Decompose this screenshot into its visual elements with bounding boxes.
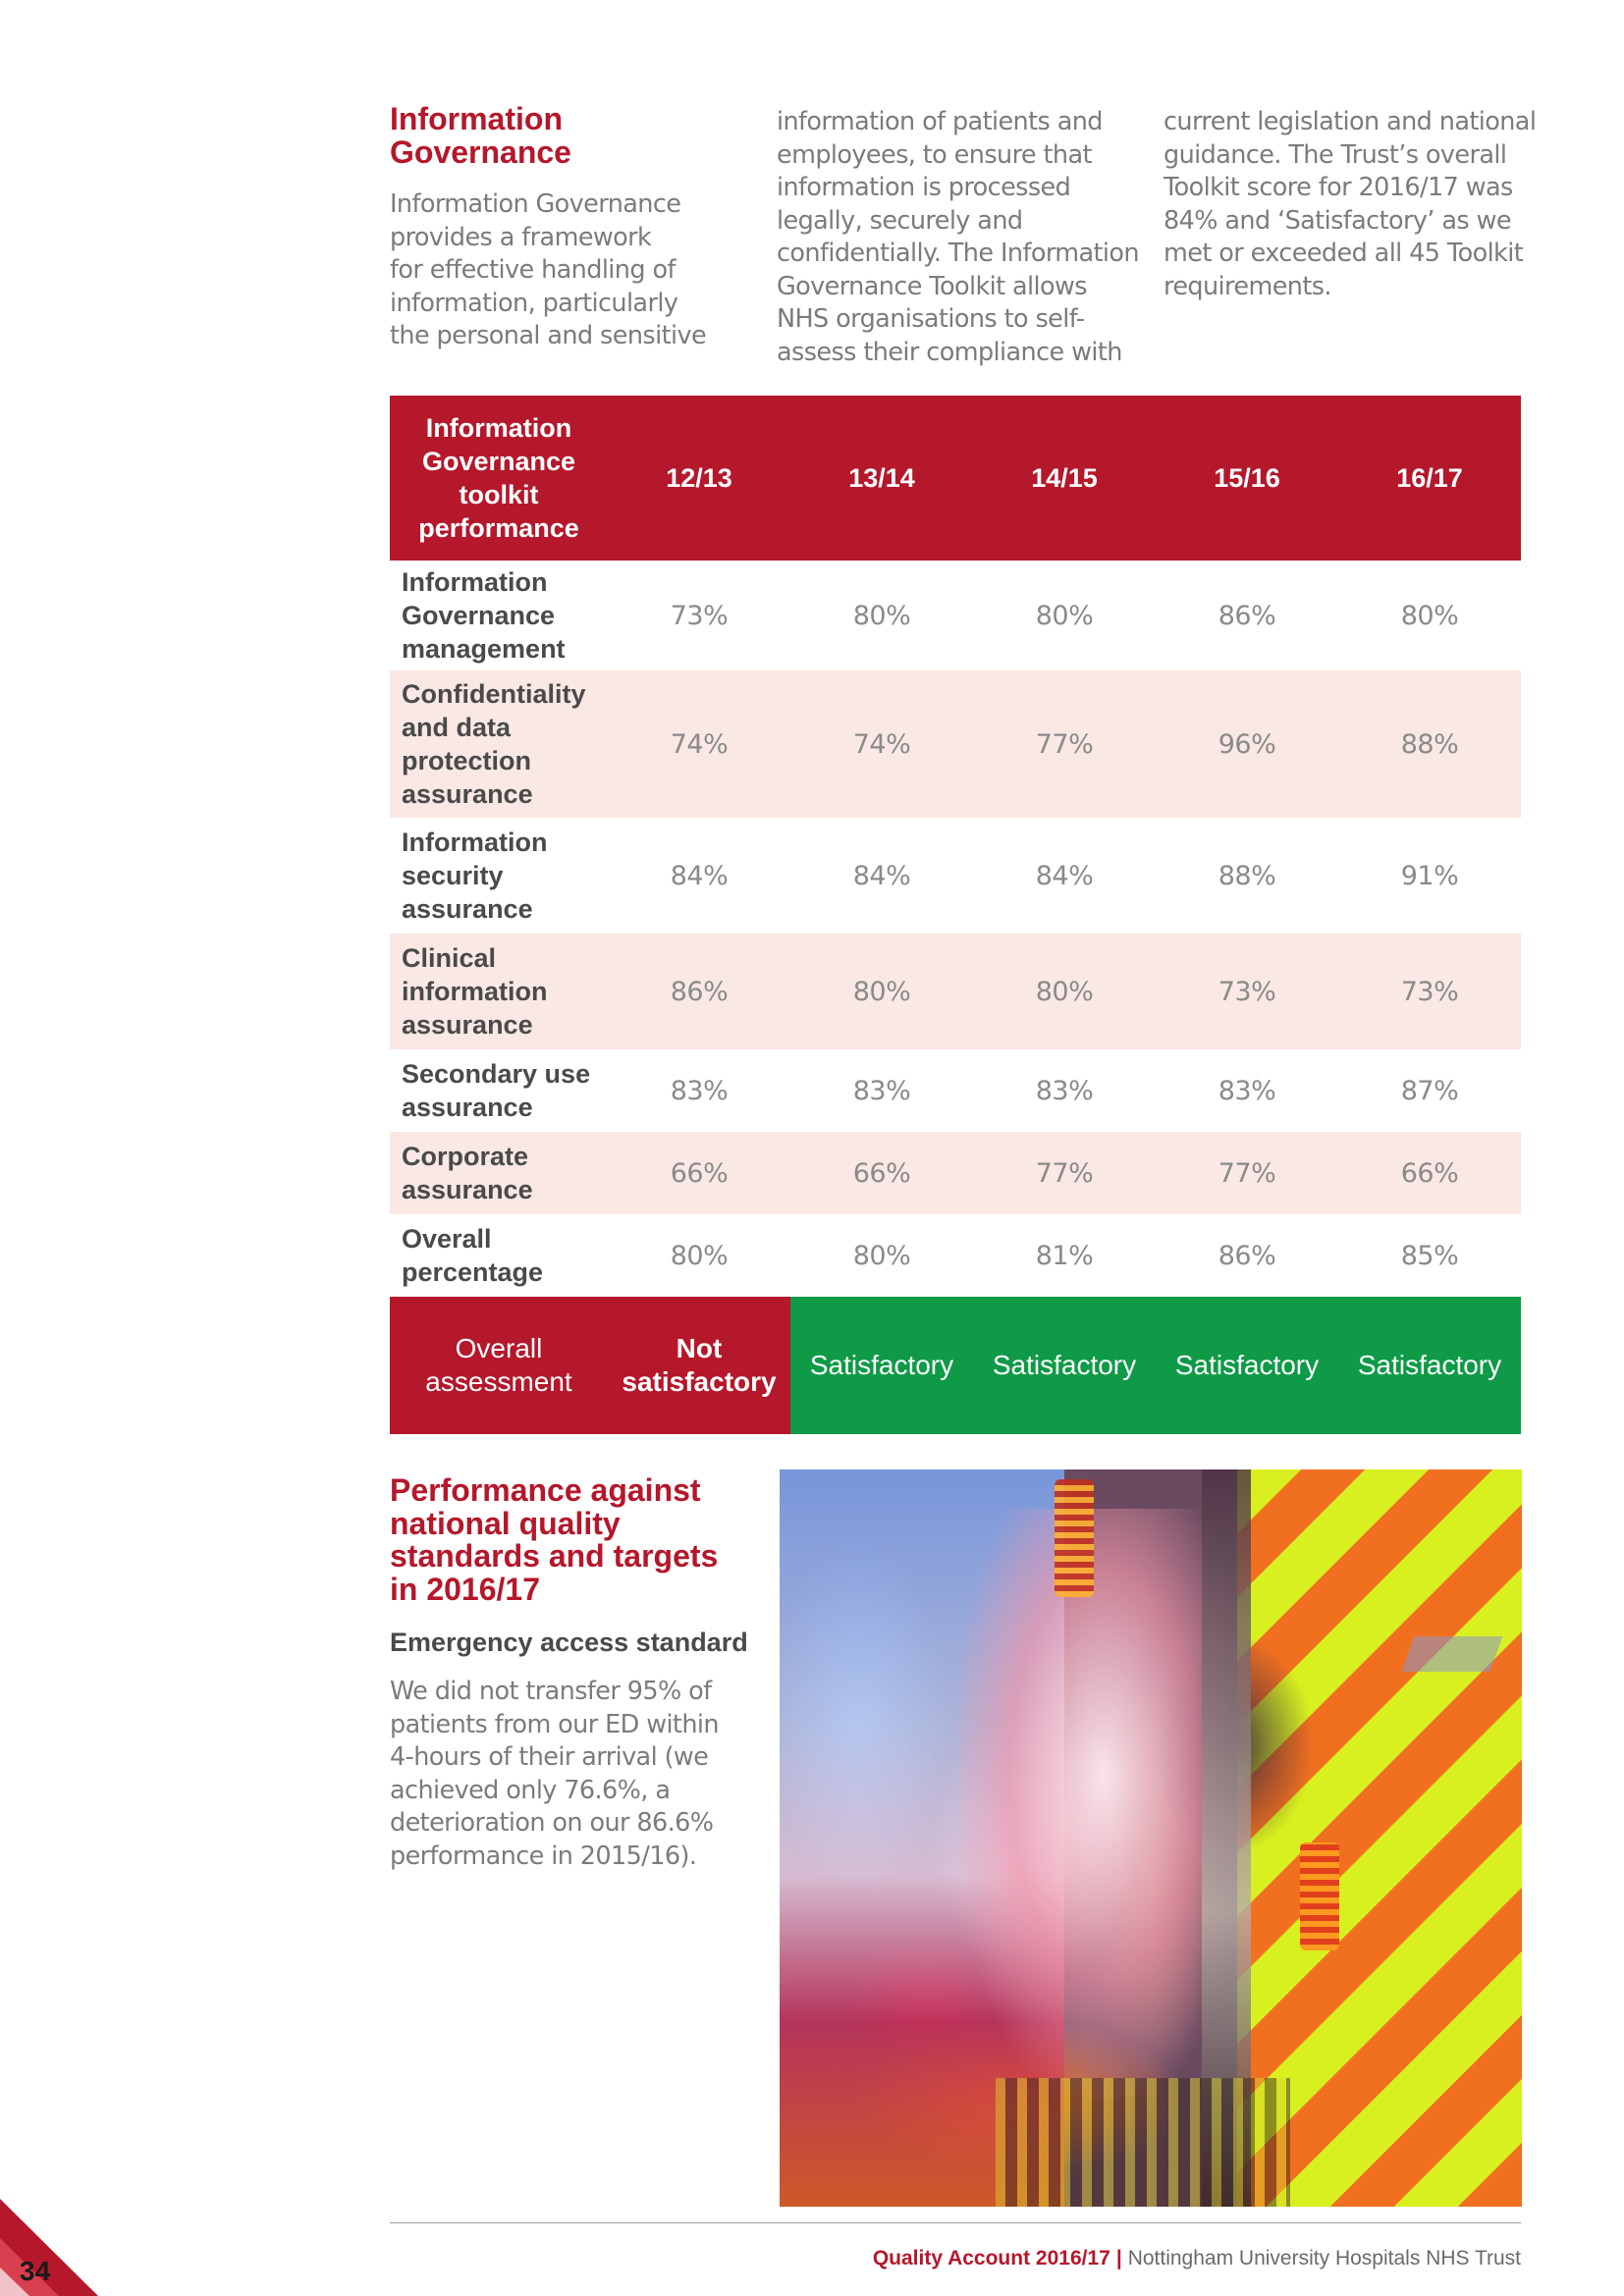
row-label-cell [390, 826, 608, 926]
photo-light-amber-top [1055, 1479, 1094, 1597]
cell-line: Not [676, 1333, 723, 1363]
table-row [390, 934, 1521, 1049]
value-cell: 77% [1035, 1157, 1094, 1189]
assessment-status-cell [1156, 1297, 1338, 1434]
value-cell: 77% [1218, 1157, 1276, 1189]
ig-toolkit-performance-table [390, 396, 1521, 1434]
value-cell: 66% [1400, 1157, 1459, 1189]
intro-text-line: current legislation and national [1164, 107, 1537, 136]
value-cell: 73% [1400, 976, 1459, 1007]
intro-text-line: Information Governance [390, 189, 681, 219]
cell-line: Secondary use [402, 1059, 591, 1089]
cell-line: assurance [402, 1093, 533, 1122]
cell-line: Confidentiality [402, 679, 586, 709]
cell-line: Clinical [402, 943, 497, 973]
emergency-access-body [390, 1676, 763, 1873]
cell-line: satisfactory [622, 1366, 777, 1397]
cell-line: protection [402, 746, 531, 775]
value-cell: 86% [1218, 600, 1276, 631]
row-label-cell [390, 1222, 608, 1289]
intro-text-line: 84% and ‘Satisfactory’ as we [1164, 205, 1511, 236]
cell-line: performance [418, 513, 579, 543]
value-cell: 66% [852, 1157, 911, 1189]
value-cell: 87% [1400, 1075, 1459, 1106]
row-label-cell [390, 677, 608, 811]
cell-line: Overall [402, 1224, 492, 1254]
cell-line: Governance [402, 601, 556, 630]
assessment-status-cell [790, 1297, 973, 1434]
value-cell: 73% [1218, 976, 1276, 1007]
cell-line: Information [402, 828, 548, 857]
header-year-cell: 14/15 [1031, 462, 1098, 493]
value-cell: 66% [670, 1157, 729, 1189]
table-row [390, 1132, 1521, 1214]
section-title-performance [390, 1474, 763, 1606]
intro-text-line: Governance Toolkit allows [777, 271, 1087, 301]
intro-text-line: assess their compliance with [777, 337, 1122, 367]
title-line: standards and targets [390, 1538, 719, 1574]
assessment-label-cell [390, 1297, 608, 1434]
value-cell: 83% [670, 1075, 729, 1106]
value-cell: 86% [1218, 1240, 1276, 1271]
footer-publication: Quality Account 2016/17 [872, 2247, 1110, 2269]
title-line: Performance against [390, 1472, 701, 1508]
assessment-status-cell [608, 1297, 790, 1434]
value-cell: 88% [1218, 860, 1276, 891]
value-cell: 74% [852, 728, 911, 760]
value-cell: 80% [1035, 600, 1094, 631]
title-line: Governance [390, 134, 571, 170]
assessment-status-cell [1338, 1297, 1521, 1434]
title-line: national quality [390, 1505, 621, 1541]
body-text-line: achieved only 76.6%, a [390, 1775, 671, 1805]
intro-text-line: met or exceeded all 45 Toolkit [1164, 239, 1524, 268]
cell-line: security [402, 861, 504, 890]
cell-line: assurance [402, 894, 533, 924]
intro-text-line: legally, securely and [777, 205, 1023, 236]
value-cell: 80% [1035, 976, 1094, 1007]
cell-line: toolkit [459, 480, 539, 509]
cell-line: Information [402, 567, 548, 597]
section-title-information-governance [390, 102, 743, 169]
page-number: 34 [20, 2256, 51, 2286]
value-cell: 83% [1218, 1075, 1276, 1106]
cell-line: management [402, 634, 566, 664]
header-year-cell: 13/14 [848, 462, 915, 493]
value-cell: 91% [1400, 860, 1459, 891]
cell-line: assurance [402, 779, 533, 809]
table-row [390, 670, 1521, 818]
cell-line: percentage [402, 1257, 544, 1287]
footer-divider [390, 2222, 1521, 2223]
table-header-row [390, 396, 1521, 561]
value-cell: 84% [852, 860, 911, 891]
intro-text-line: provides a framework [390, 222, 652, 252]
cell-line: Satisfactory [1357, 1350, 1502, 1380]
value-cell: 84% [1035, 860, 1094, 891]
photo-light-amber [1300, 1842, 1339, 1950]
value-cell: 84% [670, 860, 729, 891]
header-year-cell: 15/16 [1214, 462, 1280, 493]
header-year-cell: 12/13 [666, 462, 732, 493]
body-text-line: 4-hours of their arrival (we [390, 1742, 709, 1772]
title-line: Information [390, 101, 563, 136]
cell-line: Information [425, 413, 572, 443]
cell-line: Satisfactory [809, 1350, 954, 1380]
cell-line: assurance [402, 1175, 533, 1204]
value-cell: 80% [670, 1240, 729, 1271]
cell-line: Overall [455, 1333, 543, 1363]
body-text-line: deterioration on our 86.6% [390, 1808, 714, 1838]
value-cell: 80% [852, 600, 911, 631]
row-label-cell [390, 1057, 608, 1124]
value-cell: 80% [852, 976, 911, 1007]
table-row [390, 1214, 1521, 1297]
table-row [390, 1049, 1521, 1132]
intro-text-line: for effective handling of [390, 255, 676, 285]
intro-text-line: confidentially. The Information [777, 239, 1139, 268]
intro-text-line: information is processed [777, 173, 1071, 202]
intro-text-line: Toolkit score for 2016/17 was [1164, 173, 1513, 202]
assessment-status-cell [973, 1297, 1156, 1434]
intro-text-line: NHS organisations to self- [777, 304, 1085, 334]
row-label-cell [390, 565, 608, 666]
value-cell: 80% [1400, 600, 1459, 631]
intro-column-2 [777, 106, 1139, 369]
intro-text-line: requirements. [1164, 271, 1331, 301]
value-cell: 80% [852, 1240, 911, 1271]
ambulance-photo [780, 1469, 1522, 2207]
footer [873, 2247, 1521, 2270]
cell-line: assessment [425, 1366, 572, 1397]
row-label-cell [390, 1140, 608, 1206]
cell-line: assurance [402, 1010, 533, 1040]
table-row [390, 818, 1521, 934]
photo-floor-steps [996, 2078, 1290, 2207]
value-cell: 85% [1400, 1240, 1459, 1271]
intro-text-line: information, particularly [390, 288, 678, 318]
value-cell: 96% [1218, 728, 1276, 760]
title-line: in 2016/17 [390, 1571, 540, 1607]
value-cell: 77% [1035, 728, 1094, 760]
header-label-cell [390, 411, 608, 545]
body-text-line: patients from our ED within [390, 1709, 719, 1739]
intro-text-line: information of patients and [777, 107, 1103, 136]
body-text-line: We did not transfer 95% of [390, 1677, 712, 1706]
row-label-cell [390, 941, 608, 1041]
intro-text-line: employees, to ensure that [777, 139, 1092, 170]
cell-line: Corporate [402, 1142, 529, 1171]
value-cell: 83% [1035, 1075, 1094, 1106]
intro-text-line: guidance. The Trust’s overall [1164, 139, 1507, 170]
value-cell: 86% [670, 976, 729, 1007]
cell-line: and data [402, 713, 512, 742]
intro-column-1 [390, 188, 743, 353]
table-row [390, 561, 1521, 670]
subheading-emergency-access: Emergency access standard [390, 1628, 748, 1657]
footer-separator: | [1115, 2247, 1122, 2269]
value-cell: 88% [1400, 728, 1459, 760]
value-cell: 81% [1035, 1240, 1094, 1271]
photo-livery-tag [1401, 1636, 1502, 1672]
assessment-row [390, 1297, 1521, 1434]
cell-line: Governance [421, 447, 576, 476]
intro-column-3 [1164, 106, 1537, 303]
value-cell: 73% [670, 600, 729, 631]
value-cell: 74% [670, 728, 729, 760]
header-year-cell: 16/17 [1396, 462, 1463, 493]
body-text-line: performance in 2015/16). [390, 1841, 697, 1871]
intro-text-line: the personal and sensitive [390, 321, 707, 350]
cell-line: Satisfactory [1174, 1350, 1320, 1380]
cell-line: information [402, 977, 548, 1006]
footer-organisation: Nottingham University Hospitals NHS Trust [1127, 2247, 1521, 2269]
cell-line: Satisfactory [992, 1350, 1137, 1380]
value-cell: 83% [852, 1075, 911, 1106]
